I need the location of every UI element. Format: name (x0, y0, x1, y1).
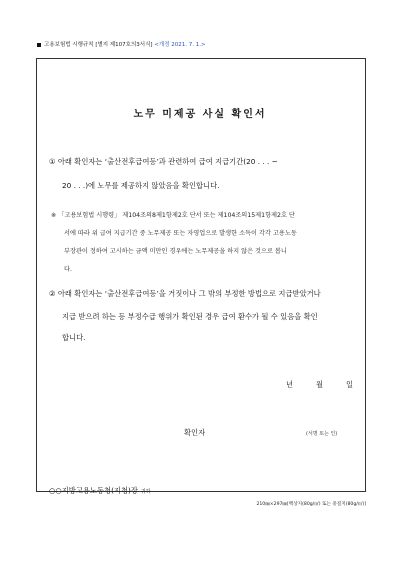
paper-size-note: 210㎜×297㎜[백상지(80g/㎡) 또는 중질지(80g/㎡)] (256, 502, 366, 507)
square-bullet-icon (37, 43, 41, 47)
signer-sign-note: (서명 또는 인) (306, 431, 338, 437)
addressee-office: ○○지방고용노동청(지청)장 (49, 486, 138, 495)
item1-line1: ① 아래 확인자는 ‘출산전후급여등’과 관련하여 급여 지급기간(20 . . . ~ (49, 157, 278, 166)
signer-label: 확인자 (184, 428, 206, 437)
date-year: 년 (286, 380, 294, 389)
date-month: 월 (316, 380, 324, 389)
revision-note: <개정 2021. 7. 1.> (154, 42, 206, 48)
addressee (49, 486, 151, 496)
document-title: 노무 미제공 사실 확인서 (133, 109, 267, 120)
item2-line1: ② 아래 확인자는 ‘출산전후급여등’을 거짓이나 그 밖의 부정한 방법으로 지급받았거나 (49, 289, 321, 298)
note-line2: 서에 따라 위 급여 지급기간 중 노무제공 또는 자영업으로 발생한 소득이 각각 고용노동 (64, 230, 297, 237)
note-line1: ※ 「고용보험법 시행령」 제104조의8제1항제2호 단서 또는 제104조의15제1항제2호 단 (51, 212, 295, 219)
note-line4: 다. (64, 266, 72, 273)
date-day: 일 (346, 380, 354, 389)
form-header (37, 40, 206, 48)
item2-line3: 합니다. (62, 333, 86, 342)
item2-line2: 지급 받으려 하는 등 부정수급 행위가 확인된 경우 급여 환수가 될 수 있음을 확인 (62, 312, 318, 321)
form-label: 고용보험법 시행규칙 [별지 제107호의3서식] (44, 42, 153, 48)
addressee-to: 귀하 (140, 489, 151, 495)
note-line3: 부장관이 정하여 고시하는 금액 미만인 경우에는 노무제공을 하지 않은 것으로 봅니 (64, 248, 287, 255)
item1-line2: 20 . . .)에 노무를 제공하지 않았음을 확인합니다. (62, 181, 220, 190)
document-frame (36, 58, 366, 492)
